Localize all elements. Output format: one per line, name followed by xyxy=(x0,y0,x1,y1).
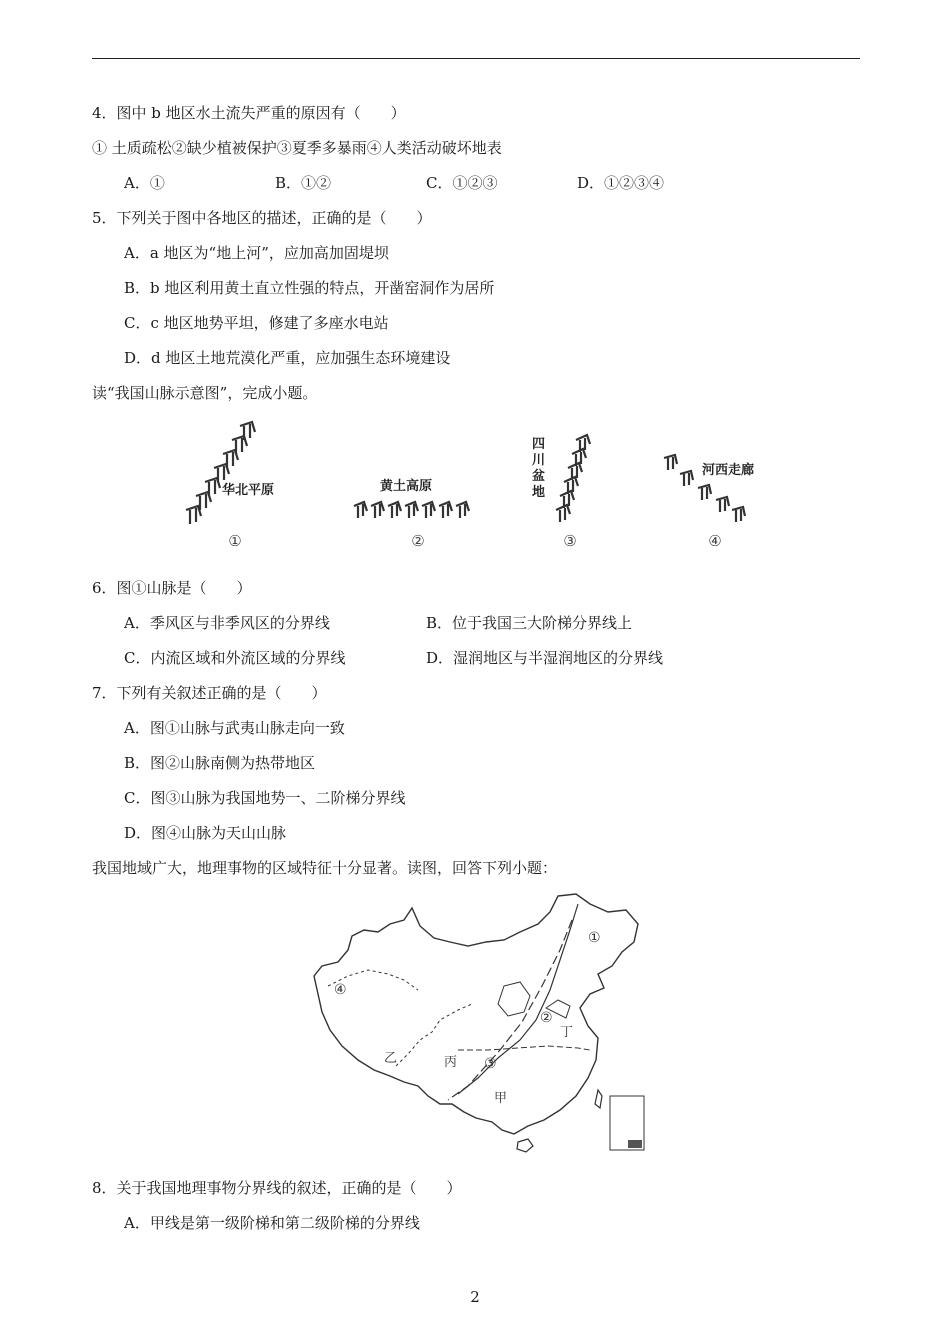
q7-option-b: B．图②山脉南侧为热带地区 xyxy=(124,754,316,772)
panel-4-label: 河西走廊 xyxy=(702,463,755,478)
panel-3-number: ③ xyxy=(563,532,577,550)
q6-option-a: A．季风区与非季风区的分界线 xyxy=(124,614,330,632)
line-dashed-ne-sw xyxy=(448,920,572,1100)
panel-1-number: ① xyxy=(228,532,242,550)
q4-statement: ① 土质疏松②缺少植被保护③夏季多暴雨④人类活动破坏地表 xyxy=(92,139,502,157)
q4-stem: 4．图中 b 地区水土流失严重的原因有（ ） xyxy=(92,104,406,122)
line-qinling-huaihe xyxy=(458,1046,590,1050)
taiwan-outline xyxy=(595,1090,602,1108)
mountain-panel-4 xyxy=(660,418,770,550)
line-dotted-tibet xyxy=(396,1004,472,1066)
q6-option-c: C．内流区域和外流区域的分界线 xyxy=(124,649,346,667)
panel-3-char-2: 川 xyxy=(532,453,546,468)
q5-option-b: B．b 地区利用黄土直立性强的特点，开凿窑洞作为居所 xyxy=(124,279,495,297)
q7-option-c: C．图③山脉为我国地势一、二阶梯分界线 xyxy=(124,789,406,807)
map-label-yi: 乙 xyxy=(384,1051,398,1066)
header-rule xyxy=(92,58,860,59)
hainan-outline xyxy=(517,1139,533,1152)
map-label-2: ② xyxy=(540,1010,553,1026)
map-label-ding: 丁 xyxy=(560,1025,574,1040)
q4-option-d: D．①②③④ xyxy=(577,174,665,192)
inset-legend xyxy=(628,1140,642,1148)
q5-stem: 5．下列关于图中各地区的描述，正确的是（ ） xyxy=(92,209,432,227)
q6-option-b: B．位于我国三大阶梯分界线上 xyxy=(426,614,633,632)
q7-option-d: D．图④山脉为天山山脉 xyxy=(124,824,287,842)
china-map-svg xyxy=(308,890,650,1158)
q6-stem: 6．图①山脉是（ ） xyxy=(92,579,252,597)
q5-option-a: A．a 地区为“地上河”，应加高加固堤坝 xyxy=(124,244,389,262)
q4-option-a: A．① xyxy=(124,174,165,192)
q4-option-b: B．①② xyxy=(275,174,332,192)
mountain-symbols-3 xyxy=(520,418,620,528)
panel-3-char-1: 四 xyxy=(532,437,546,452)
map-intro: 我国地域广大，地理事物的区域特征十分显著。读图，回答下列小题： xyxy=(92,859,558,877)
mountain-panel-3 xyxy=(520,418,620,550)
china-map xyxy=(308,890,650,1158)
mountain-intro: 读“我国山脉示意图”，完成小题。 xyxy=(92,384,318,402)
q8-option-a: A．甲线是第一级阶梯和第二级阶梯的分界线 xyxy=(124,1214,420,1232)
map-label-jia: 甲 xyxy=(494,1091,508,1106)
q8-stem: 8．关于我国地理事物分界线的叙述，正确的是（ ） xyxy=(92,1179,462,1197)
panel-2-number: ② xyxy=(411,532,425,550)
map-label-bing: 丙 xyxy=(444,1055,458,1070)
map-label-3: ③ xyxy=(484,1056,497,1072)
panel-4-number: ④ xyxy=(708,532,722,550)
q5-option-d: D．d 地区土地荒漠化严重，应加强生态环境建设 xyxy=(124,349,451,367)
q4-option-c: C．①②③ xyxy=(426,174,498,192)
panel-3-label xyxy=(532,437,545,500)
mountain-symbols-4 xyxy=(660,418,770,528)
panel-3-char-4: 地 xyxy=(532,485,546,500)
mountain-panel-1 xyxy=(170,418,300,550)
q5-option-c: C．c 地区地势平坦，修建了多座水电站 xyxy=(124,314,389,332)
panel-1-label: 华北平原 xyxy=(222,483,275,498)
panel-2-label: 黄土高原 xyxy=(380,479,433,494)
panel-3-char-3: 盆 xyxy=(532,469,546,484)
page-number: 2 xyxy=(470,1288,480,1306)
q7-option-a: A．图①山脉与武夷山脉走向一致 xyxy=(124,719,345,737)
mountain-figure xyxy=(170,418,770,553)
map-label-4: ④ xyxy=(334,982,347,998)
loess-region-outline xyxy=(498,982,530,1016)
mountain-symbols-2 xyxy=(348,418,488,528)
mountain-panel-2 xyxy=(348,418,488,550)
q6-option-d: D．湿润地区与半湿润地区的分界线 xyxy=(426,649,664,667)
mountain-symbols-1 xyxy=(170,418,300,528)
q7-stem: 7．下列有关叙述正确的是（ ） xyxy=(92,684,327,702)
map-label-1: ① xyxy=(588,930,601,946)
